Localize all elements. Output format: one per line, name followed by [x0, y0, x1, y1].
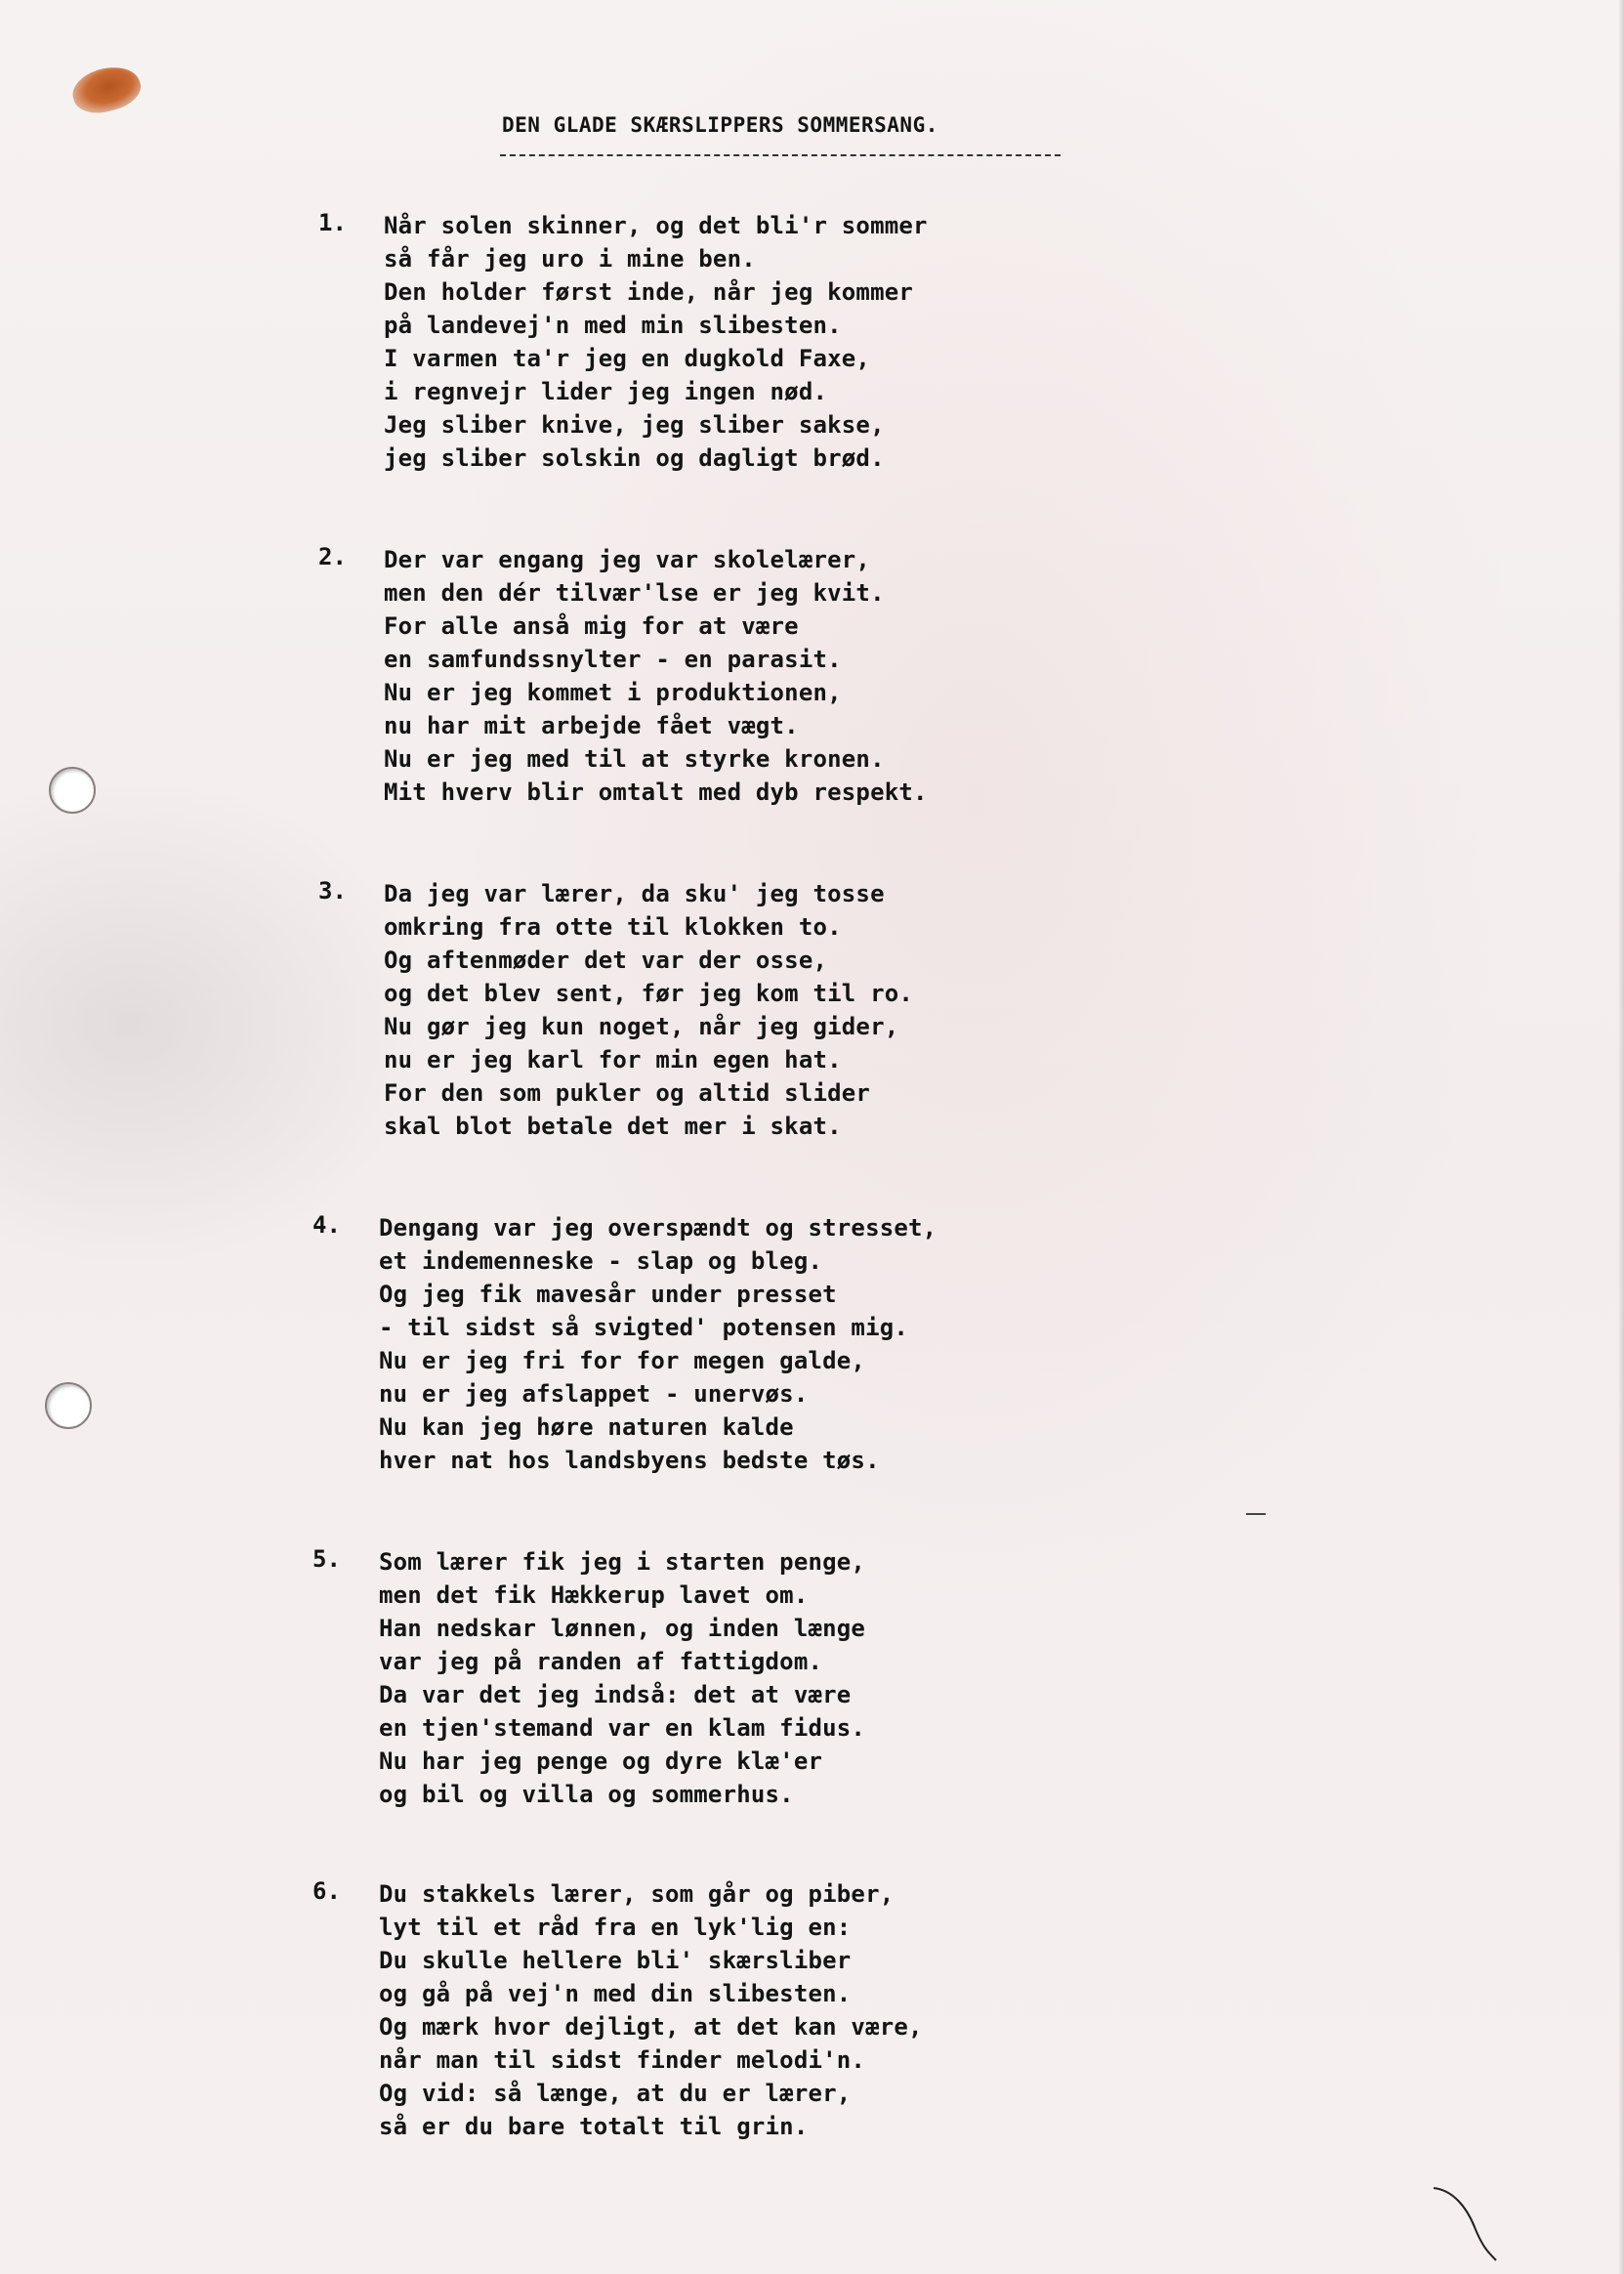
verse-line: Og mærk hvor dejligt, at det kan være, — [379, 2013, 923, 2041]
verse-line: og gå på vej'n med din slibesten. — [379, 1980, 852, 2007]
verse-line: jeg sliber solskin og dagligt brød. — [384, 444, 885, 472]
verse-lines — [384, 543, 928, 809]
verse-line: Da var det jeg indså: det at være — [379, 1681, 852, 1708]
pen-stroke-mark — [1432, 2184, 1500, 2262]
punch-hole — [49, 767, 96, 814]
verse-line: Som lærer fik jeg i starten penge, — [379, 1548, 866, 1576]
verse-line: så får jeg uro i mine ben. — [384, 245, 756, 273]
verse-line: Nu er jeg med til at styrke kronen. — [384, 745, 885, 773]
verse-line: For den som pukler og altid slider — [384, 1079, 871, 1107]
verse-number: 6. — [312, 1877, 341, 1905]
verse-line: men den dér tilvær'lse er jeg kvit. — [384, 579, 885, 607]
verse-line: I varmen ta'r jeg en dugkold Faxe, — [384, 345, 871, 372]
verse-line: Han nedskar lønnen, og inden længe — [379, 1615, 866, 1642]
verse-lines — [379, 1545, 865, 1811]
verse-line: omkring fra otte til klokken to. — [384, 913, 842, 941]
verse-line: For alle anså mig for at være — [384, 612, 799, 640]
verse-line: nu er jeg karl for min egen hat. — [384, 1046, 842, 1074]
verse-line: en samfundssnylter - en parasit. — [384, 646, 842, 673]
verse-line: Jeg sliber knive, jeg sliber sakse, — [384, 411, 885, 439]
verse-line: Nu kan jeg høre naturen kalde — [379, 1413, 794, 1441]
rust-stain — [67, 59, 146, 120]
verse-line: Nu har jeg penge og dyre klæ'er — [379, 1748, 823, 1775]
verse-lines — [384, 877, 913, 1143]
verse-line: i regnvejr lider jeg ingen nød. — [384, 378, 828, 405]
verse-line: og bil og villa og sommerhus. — [379, 1781, 794, 1808]
verse-line: Og vid: så længe, at du er lærer, — [379, 2080, 852, 2107]
verse-line: men det fik Hækkerup lavet om. — [379, 1581, 809, 1609]
verse-number: 5. — [312, 1545, 341, 1573]
verse-number: 2. — [318, 543, 347, 570]
stray-mark — [1246, 1513, 1266, 1515]
verse-line: hver nat hos landsbyens bedste tøs. — [379, 1447, 880, 1474]
verse-line: et indemenneske - slap og bleg. — [379, 1247, 823, 1275]
verse-line: Nu gør jeg kun noget, når jeg gider, — [384, 1013, 899, 1040]
verse-lines — [379, 1211, 937, 1477]
verse-line: - til sidst så svigted' potensen mig. — [379, 1314, 909, 1341]
verse-line: Og aftenmøder det var der osse, — [384, 947, 828, 974]
verse-lines — [384, 209, 928, 475]
verse-line: Den holder først inde, når jeg kommer — [384, 278, 914, 306]
verse-line: Du stakkels lærer, som går og piber, — [379, 1880, 895, 1908]
verse-line: Da jeg var lærer, da sku' jeg tosse — [384, 880, 885, 907]
verse-line: Når solen skinner, og det bli'r sommer — [384, 212, 928, 239]
verse-line: Der var engang jeg var skolelærer, — [384, 546, 871, 573]
verse-line: nu er jeg afslappet - unervøs. — [379, 1380, 809, 1408]
verse-line: en tjen'stemand var en klam fidus. — [379, 1714, 866, 1742]
song-title: DEN GLADE SKÆRSLIPPERS SOMMERSANG. — [502, 113, 938, 137]
punch-hole — [45, 1382, 92, 1429]
verse-line: Nu er jeg kommet i produktionen, — [384, 679, 842, 706]
verse-line: skal blot betale det mer i skat. — [384, 1113, 842, 1140]
verse-line: Du skulle hellere bli' skærsliber — [379, 1947, 852, 1974]
verse-number: 1. — [318, 209, 347, 236]
verse-line: på landevej'n med min slibesten. — [384, 312, 842, 339]
verse-number: 4. — [312, 1211, 341, 1239]
verse-line: Nu er jeg fri for for megen galde, — [379, 1347, 866, 1374]
verse-line: så er du bare totalt til grin. — [379, 2113, 809, 2140]
verse-line: når man til sidst finder melodi'n. — [379, 2046, 866, 2074]
verse-line: lyt til et råd fra en lyk'lig en: — [379, 1914, 852, 1941]
verse-line: var jeg på randen af fattigdom. — [379, 1648, 823, 1675]
verse-number: 3. — [318, 877, 347, 905]
verse-line: Og jeg fik mavesår under presset — [379, 1281, 837, 1308]
verse-line: Mit hverv blir omtalt med dyb respekt. — [384, 779, 928, 806]
verse-lines — [379, 1877, 923, 2143]
verse-line: og det blev sent, før jeg kom til ro. — [384, 980, 914, 1007]
paper-edge-shadow — [1618, 0, 1624, 2274]
verse-line: Dengang var jeg overspændt og stresset, — [379, 1214, 937, 1242]
verse-line: nu har mit arbejde fået vægt. — [384, 712, 799, 739]
title-underline — [500, 154, 1061, 156]
